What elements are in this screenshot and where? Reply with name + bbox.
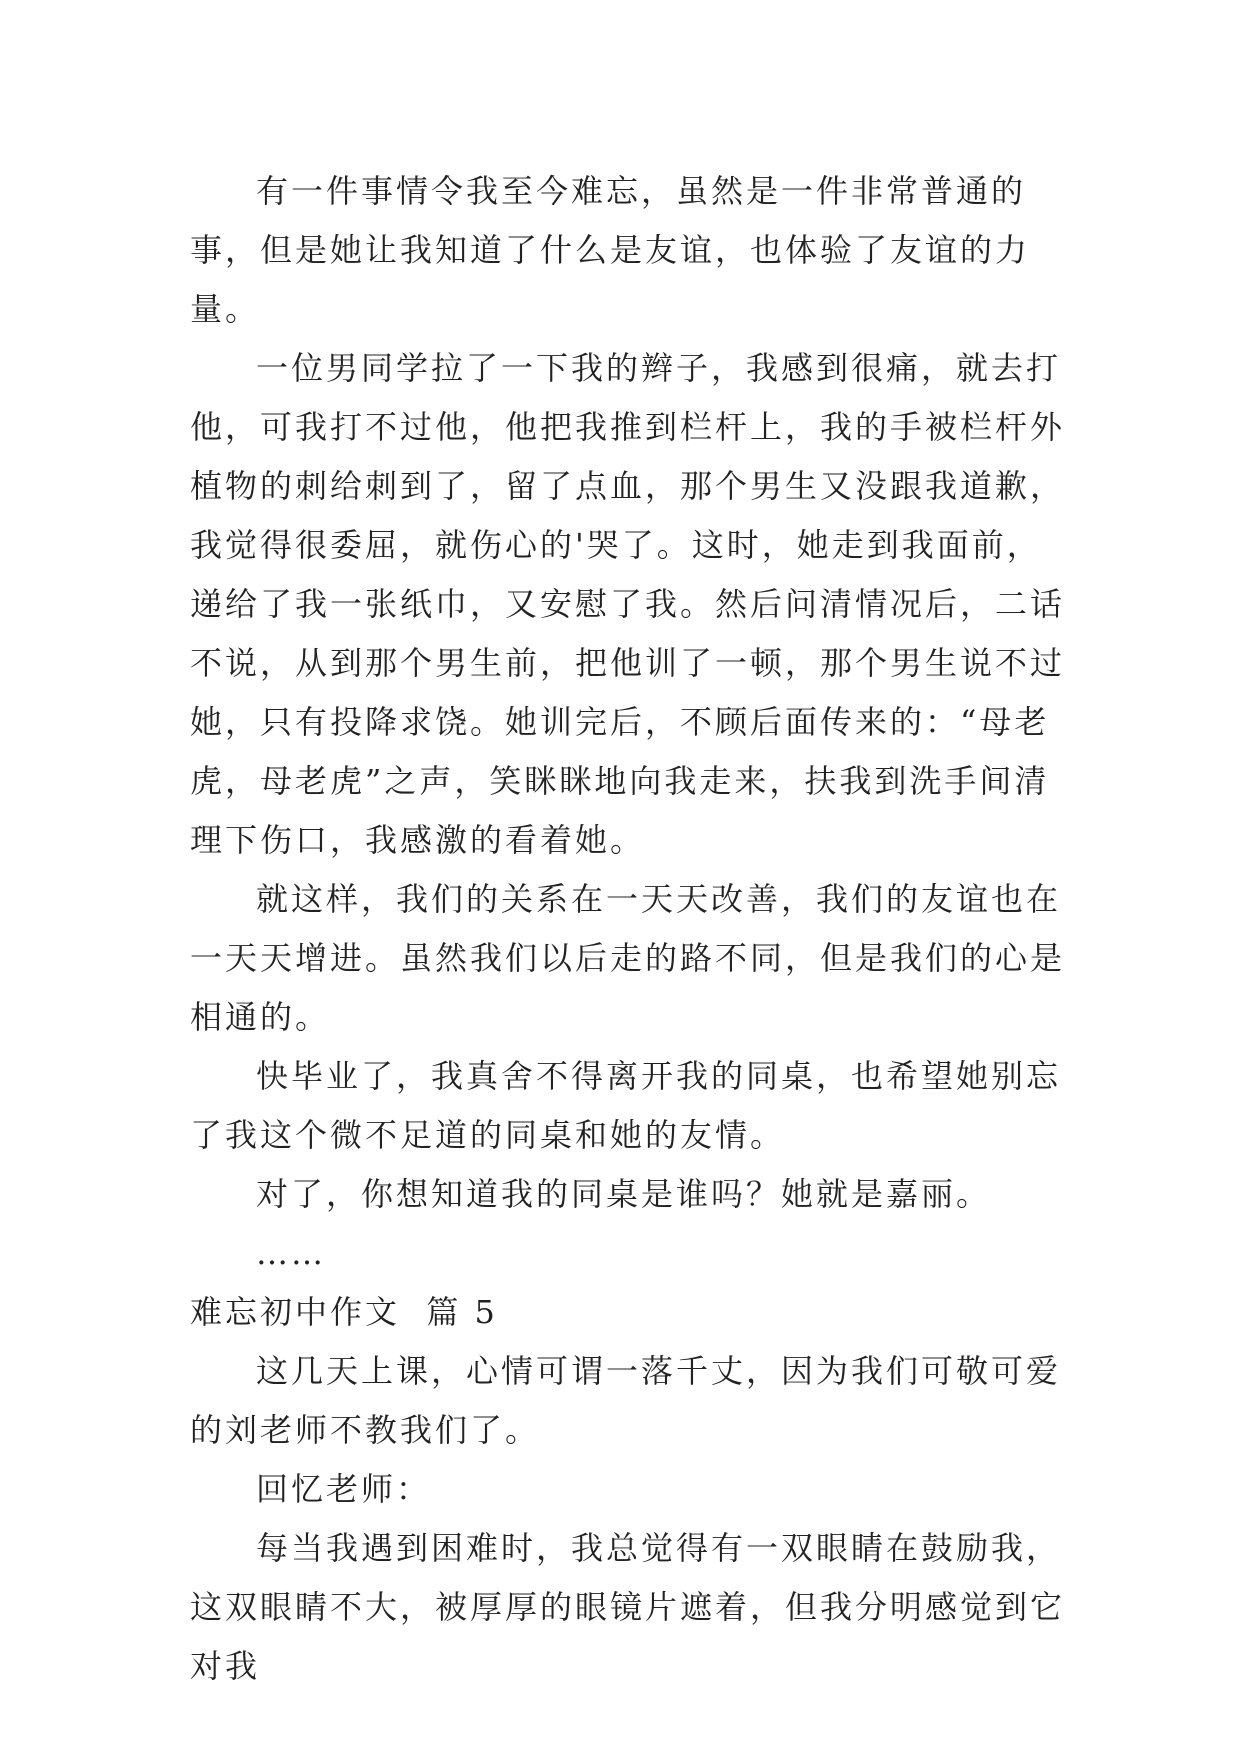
paragraph: 就这样，我们的关系在一天天改善，我们的友谊也在一天天增进。虽然我们以后走的路不同，但是我们的心是相通的。 <box>190 880 1066 1036</box>
section-heading: 难忘初中作文 篇 5 <box>190 1293 498 1331</box>
paragraph: 对了，你想知道我的同桌是谁吗？她就是嘉丽。 <box>256 1175 992 1213</box>
document-body <box>190 162 1070 1696</box>
paragraph: 这几天上课，心情可谓一落千丈，因为我们可敬可爱的刘老师不教我们了。 <box>190 1352 1062 1449</box>
paragraph: 每当我遇到困难时，我总觉得有一双眼睛在鼓励我，这双眼睛不大，被厚厚的眼镜片遮着，但我分明感觉到它对我 <box>190 1529 1066 1685</box>
paragraph: 有一件事情令我至今难忘，虽然是一件非常普通的事，但是她让我知道了什么是友谊，也体验了友谊的力量。 <box>190 172 1031 328</box>
ellipsis-line: …… <box>256 1234 326 1272</box>
paragraph: 回忆老师： <box>256 1470 432 1508</box>
paragraph: 快毕业了，我真舍不得离开我的同桌，也希望她别忘了我这个微不足道的同桌和她的友情。 <box>190 1057 1062 1154</box>
paragraph: 一位男同学拉了一下我的辫子，我感到很痛，就去打他，可我打不过他，他把我推到栏杆上，我的手被栏杆外植物的刺给刺到了，留了点血，那个男生又没跟我道歉，我觉得很委屈，就伤心的'哭了。这时，她走到我面前，递给了我一张纸巾，又安慰了我。然后问清情况后，二话不说，从到那个男生前，把他训了一顿，那个男生说不过她，只有投降求饶。她训完后，不顾后面传来的：“母老虎，母老虎”之声，笑眯眯地向我走来，扶我到洗手间清理下伤口，我感激的看着她。 <box>190 349 1066 859</box>
